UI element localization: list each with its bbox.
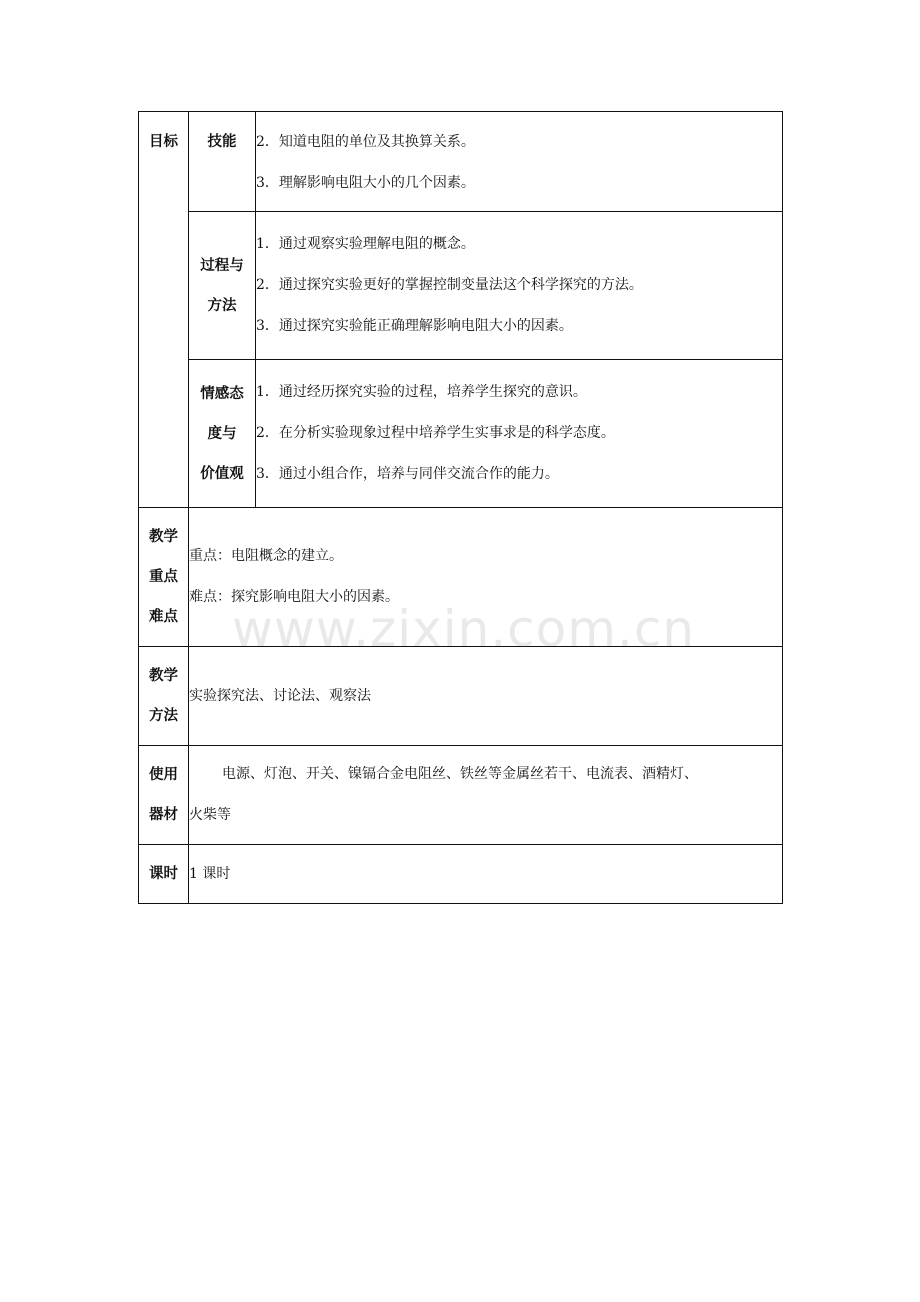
method-content bbox=[189, 647, 783, 746]
key-points-label-line: 难点 bbox=[149, 609, 178, 625]
emotion-content bbox=[256, 360, 783, 508]
hours-content bbox=[189, 845, 783, 904]
materials-label-cell bbox=[139, 746, 189, 845]
skills-item: 2．知道电阻的单位及其换算关系。 bbox=[256, 134, 475, 150]
method-label-cell bbox=[139, 647, 189, 746]
method-label-line: 方法 bbox=[149, 708, 178, 724]
key-point-item: 重点：电阻概念的建立。 bbox=[189, 548, 343, 564]
process-label-line: 过程与 bbox=[200, 257, 244, 274]
hours-label-cell bbox=[139, 845, 189, 904]
emotion-label-cell bbox=[189, 360, 256, 508]
hours-text: 1 课时 bbox=[189, 865, 231, 882]
row-skills bbox=[139, 112, 783, 212]
row-method bbox=[139, 647, 783, 746]
skills-label-cell bbox=[189, 112, 256, 212]
process-item: 3．通过探究实验能正确理解影响电阻大小的因素。 bbox=[256, 318, 573, 334]
materials-label-line: 器材 bbox=[149, 807, 178, 823]
key-points-label-line: 教学 bbox=[149, 529, 178, 545]
key-points-content bbox=[189, 508, 783, 647]
process-item: 2．通过探究实验更好的掌握控制变量法这个科学探究的方法。 bbox=[256, 277, 643, 293]
goal-label-cell bbox=[139, 112, 189, 508]
materials-line: 电源、灯泡、开关、镍镉合金电阻丝、铁丝等金属丝若干、电流表、酒精灯、 bbox=[222, 766, 698, 782]
lesson-plan-table bbox=[138, 111, 783, 904]
process-item: 1．通过观察实验理解电阻的概念。 bbox=[256, 236, 475, 252]
process-content bbox=[256, 212, 783, 360]
emotion-label-line: 情感态 bbox=[200, 385, 244, 402]
skills-content bbox=[256, 112, 783, 212]
row-emotion bbox=[139, 360, 783, 508]
goal-label: 目标 bbox=[149, 134, 178, 150]
hours-label: 课时 bbox=[149, 866, 178, 882]
skills-item: 3．理解影响电阻大小的几个因素。 bbox=[256, 175, 475, 191]
key-points-label-line: 重点 bbox=[149, 569, 178, 585]
method-label-line: 教学 bbox=[149, 668, 178, 684]
key-points-label-cell bbox=[139, 508, 189, 647]
key-point-item: 难点：探究影响电阻大小的因素。 bbox=[189, 589, 399, 605]
materials-content bbox=[189, 746, 783, 845]
process-label-cell bbox=[189, 212, 256, 360]
emotion-item: 2．在分析实验现象过程中培养学生实事求是的科学态度。 bbox=[256, 425, 615, 441]
row-materials bbox=[139, 746, 783, 845]
row-process bbox=[139, 212, 783, 360]
emotion-item: 3．通过小组合作，培养与同伴交流合作的能力。 bbox=[256, 466, 559, 482]
process-label-line: 方法 bbox=[207, 297, 237, 314]
row-key-points bbox=[139, 508, 783, 647]
materials-label-line: 使用 bbox=[149, 767, 178, 783]
skills-label: 技能 bbox=[207, 134, 237, 150]
emotion-item: 1．通过经历探究实验的过程，培养学生探究的意识。 bbox=[256, 384, 587, 400]
materials-line: 火柴等 bbox=[189, 807, 231, 823]
row-hours bbox=[139, 845, 783, 904]
emotion-label-line: 价值观 bbox=[200, 465, 244, 482]
method-text: 实验探究法、讨论法、观察法 bbox=[189, 687, 371, 704]
watermark: www.zixin.com.cn bbox=[232, 600, 696, 658]
emotion-label-line: 度与 bbox=[207, 425, 237, 442]
